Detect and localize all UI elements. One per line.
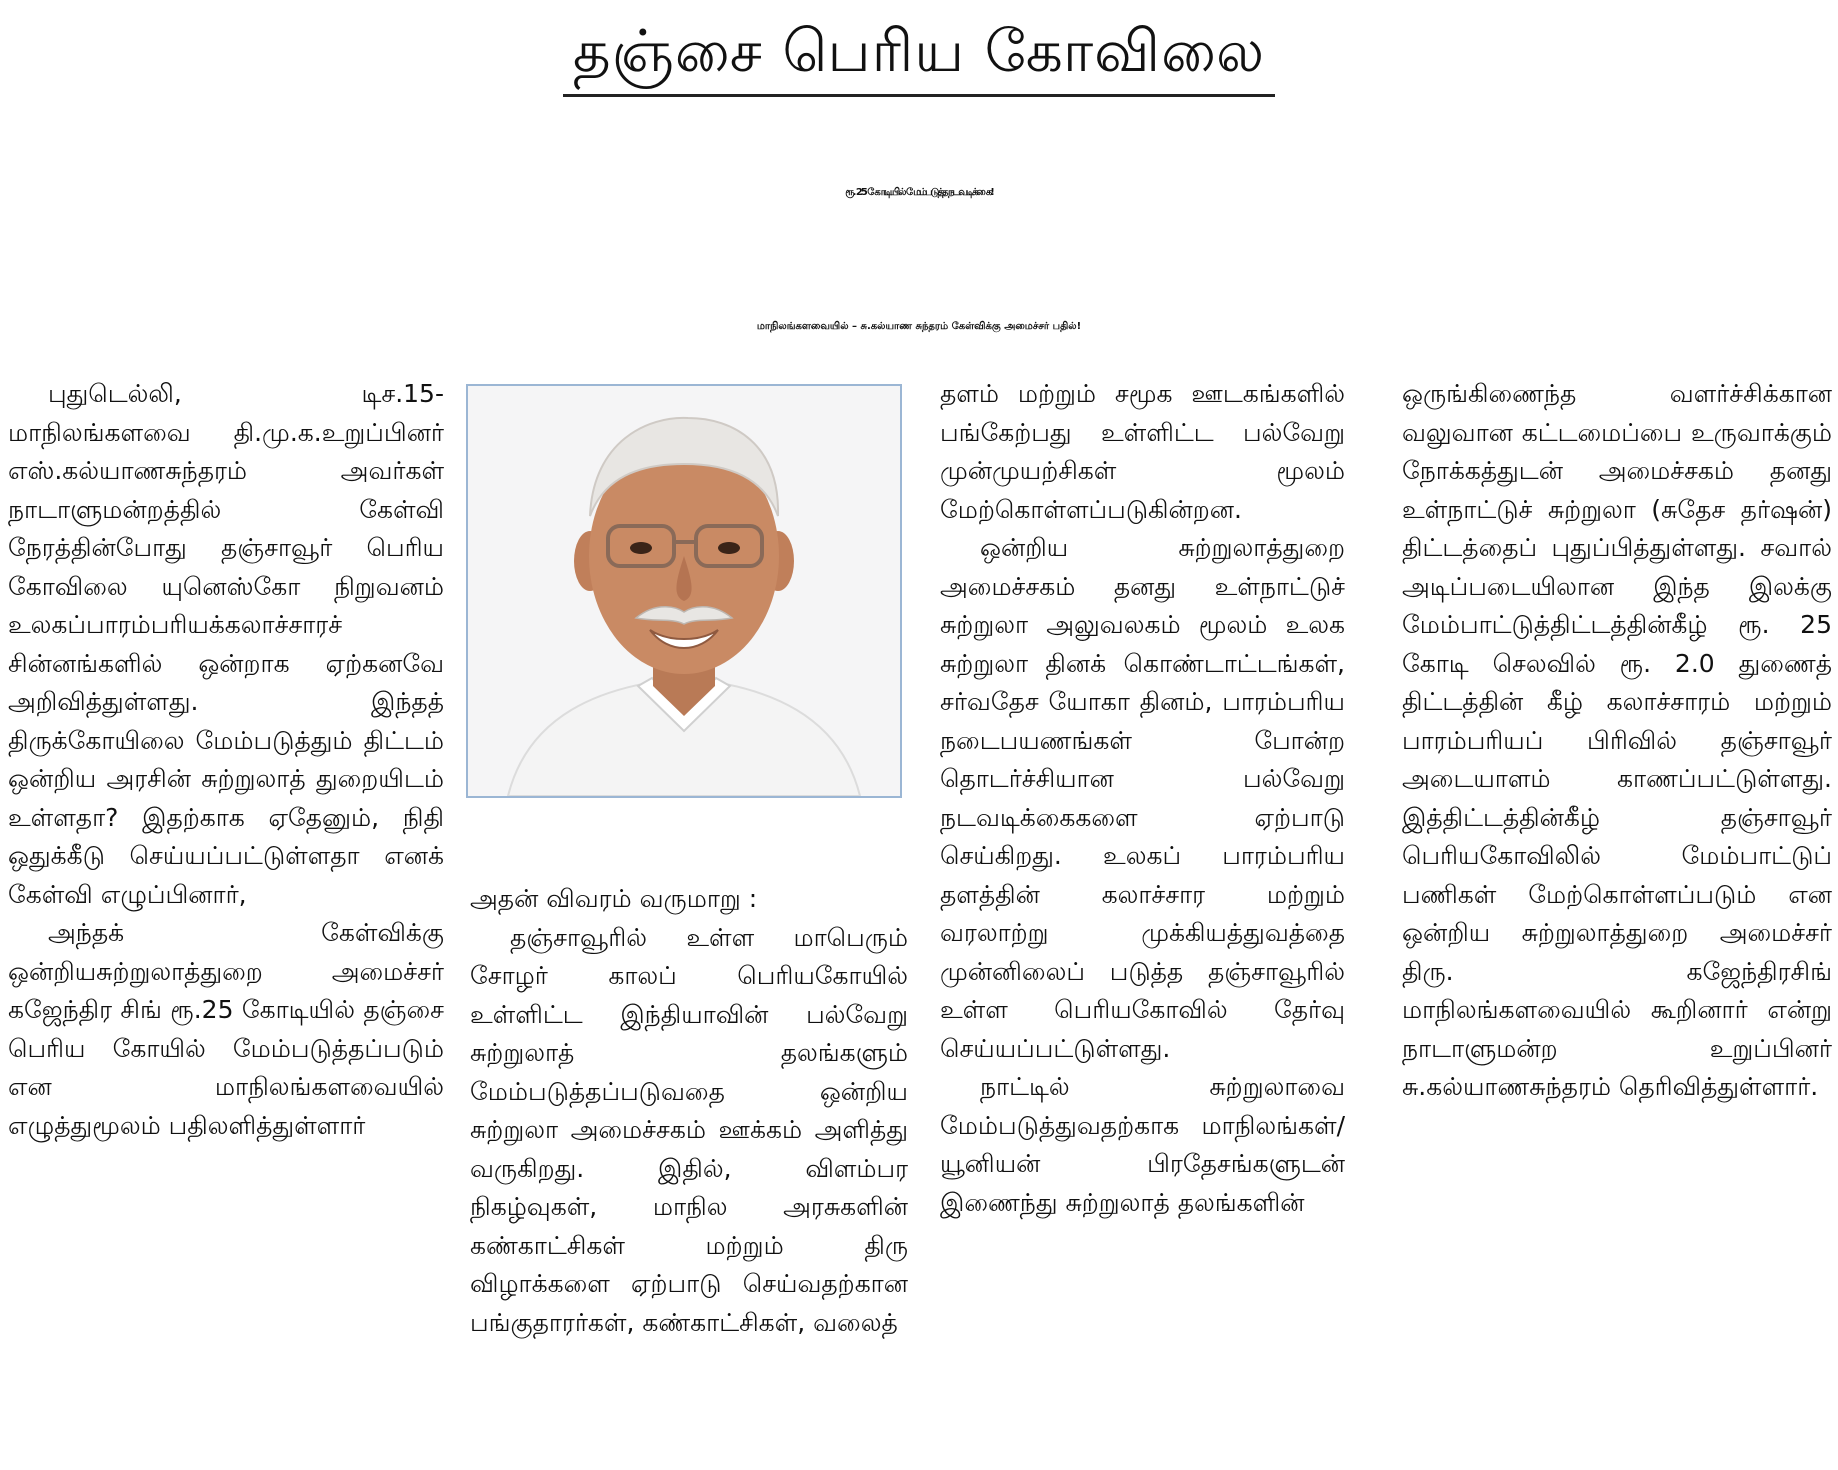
column-3-paragraph-3: நாட்டில் சுற்றுலாவை மேம்படுத்துவதற்காக மாநிலங்கள்/யூனியன் பிரதேசங்களுடன் இணைந்து சுற்றுலாத் தலங்களின் (940, 1072, 1345, 1217)
column-3-paragraph-2: ஒன்றிய சுற்றுலாத்துறை அமைச்சகம் தனது உள்நாட்டுச் சுற்றுலா அலுவலகம் மூலம் உலக சுற்றுலா தினக் கொண்டாட்டங்கள், சர்வதேச யோகா தினம், பாரம்பரிய நடைபயணங்கள் போன்ற தொடர்ச்சியான பல்வேறு நடவடிக்கைகளை ஏற்பாடு செய்கிறது. உலகப் பாரம்பரிய தளத்தின் கலாச்சார மற்றும் வரலாற்று முக்கியத்துவத்தை முன்னிலைப் படுத்த தஞ்சாவூரில் உள்ள பெரியகோவில் தேர்வு செய்யப்பட்டுள்ளது. (940, 533, 1345, 1063)
author-photo (466, 384, 902, 798)
article-column-1 (8, 375, 444, 1467)
article-column-4 (1402, 375, 1832, 1467)
column-2-paragraph-1: அதன் விவரம் வருமாறு : (470, 884, 758, 913)
article-column-2 (470, 880, 908, 1470)
column-4-paragraph-1: ஒருங்கிணைந்த வளர்ச்சிக்கான வலுவான கட்டமைப்பை உருவாக்கும் நோக்கத்துடன் அமைச்சகம் தனது உள்நாட்டுச் சுற்றுலா (சுதேச தர்ஷன்) திட்டத்தைப் புதுப்பித்துள்ளது. சவால் அடிப்படையிலான இந்த இலக்கு மேம்பாட்டுத்திட்டத்தின்கீழ் ரூ. 25 கோடி செலவில் ரூ. 2.0 துணைத் திட்டத்தின் கீழ் கலாச்சாரம் மற்றும் பாரம்பரியப் பிரிவில் தஞ்சாவூர் அடையாளம் காணப்பட்டுள்ளது. இத்திட்டத்தின்கீழ் தஞ்சாவூர் பெரியகோவிலில் மேம்பாட்டுப் பணிகள் மேற்கொள்ளப்படும் என ஒன்றிய சுற்றுலாத்துறை அமைச்சர் திரு. கஜேந்திரசிங் மாநிலங்களவையில் கூறினார் என்று நாடாளுமன்ற உறுப்பினர் சு.கல்யாணசுந்தரம் தெரிவித்துள்ளார். (1402, 379, 1832, 1101)
column-3-paragraph-1: தளம் மற்றும் சமூக ஊடகங்களில் பங்கேற்பது உள்ளிட்ட பல்வேறு முன்முயற்சிகள் மூலம் மேற்கொள்ளப்படுகின்றன. (940, 379, 1345, 524)
subheadline: மாநிலங்களவையில் – சு.கல்யாண சுந்தரம் கேள்விக்கு அமைச்சர் பதில்! (756, 321, 1082, 332)
column-2-paragraph-2: தஞ்சாவூரில் உள்ள மாபெரும் சோழர் காலப் பெரியகோயில் உள்ளிட்ட இந்தியாவின் பல்வேறு சுற்றுலாத் தலங்களும் மேம்படுத்தப்படுவதை ஒன்றிய சுற்றுலா அமைச்சகம் ஊக்கம் அளித்து வருகிறது. இதில், விளம்பர நிகழ்வுகள், மாநில அரசுகளின் கண்காட்சிகள் மற்றும் திரு விழாக்களை ஏற்பாடு செய்வதற்கான பங்குதாரர்கள், கண்காட்சிகள், வலைத் (470, 922, 908, 1337)
column-1-paragraph-2: அந்தக் கேள்விக்கு ஒன்றியசுற்றுலாத்துறை அமைச்சர் கஜேந்திர சிங் ரூ.25 கோடியில் தஞ்சை பெரிய கோயில் மேம்படுத்தப்படும் என மாநிலங்களவையில் எழுத்துமூலம் பதிலளித்துள்ளார் (8, 918, 444, 1140)
headline-kicker (0, 8, 1838, 104)
column-1-paragraph-1: புதுடெல்லி, டிச.15- மாநிலங்களவை தி.மு.க.உறுப்பினர் எஸ்.கல்யாணசுந்தரம் அவர்கள் நாடாளுமன்றத்தில் கேள்வி நேரத்தின்போது தஞ்சாவூர் பெரிய கோவிலை யுனெஸ்கோ நிறுவனம் உலகப்பாரம்பரியக்கலாச்சாரச் சின்னங்களில் ஒன்றாக ஏற்கனவே அறிவித்துள்ளது. இந்தத் திருக்கோயிலை மேம்படுத்தும் திட்டம் ஒன்றிய அரசின் சுற்றுலாத் துறையிடம் உள்ளதா? இதற்காக ஏதேனும், நிதி ஒதுக்கீடு செய்யப்பட்டுள்ளதா எனக் கேள்வி எழுப்பினார், (8, 379, 444, 909)
portrait-image (468, 386, 900, 796)
article-column-3 (940, 375, 1345, 1467)
kicker-text: தஞ்சை பெரிய கோவிலை (563, 8, 1275, 97)
headline: ரூ. 25 கோடியில் மேம்படுத்த நடவடிக்கை! (845, 187, 993, 198)
